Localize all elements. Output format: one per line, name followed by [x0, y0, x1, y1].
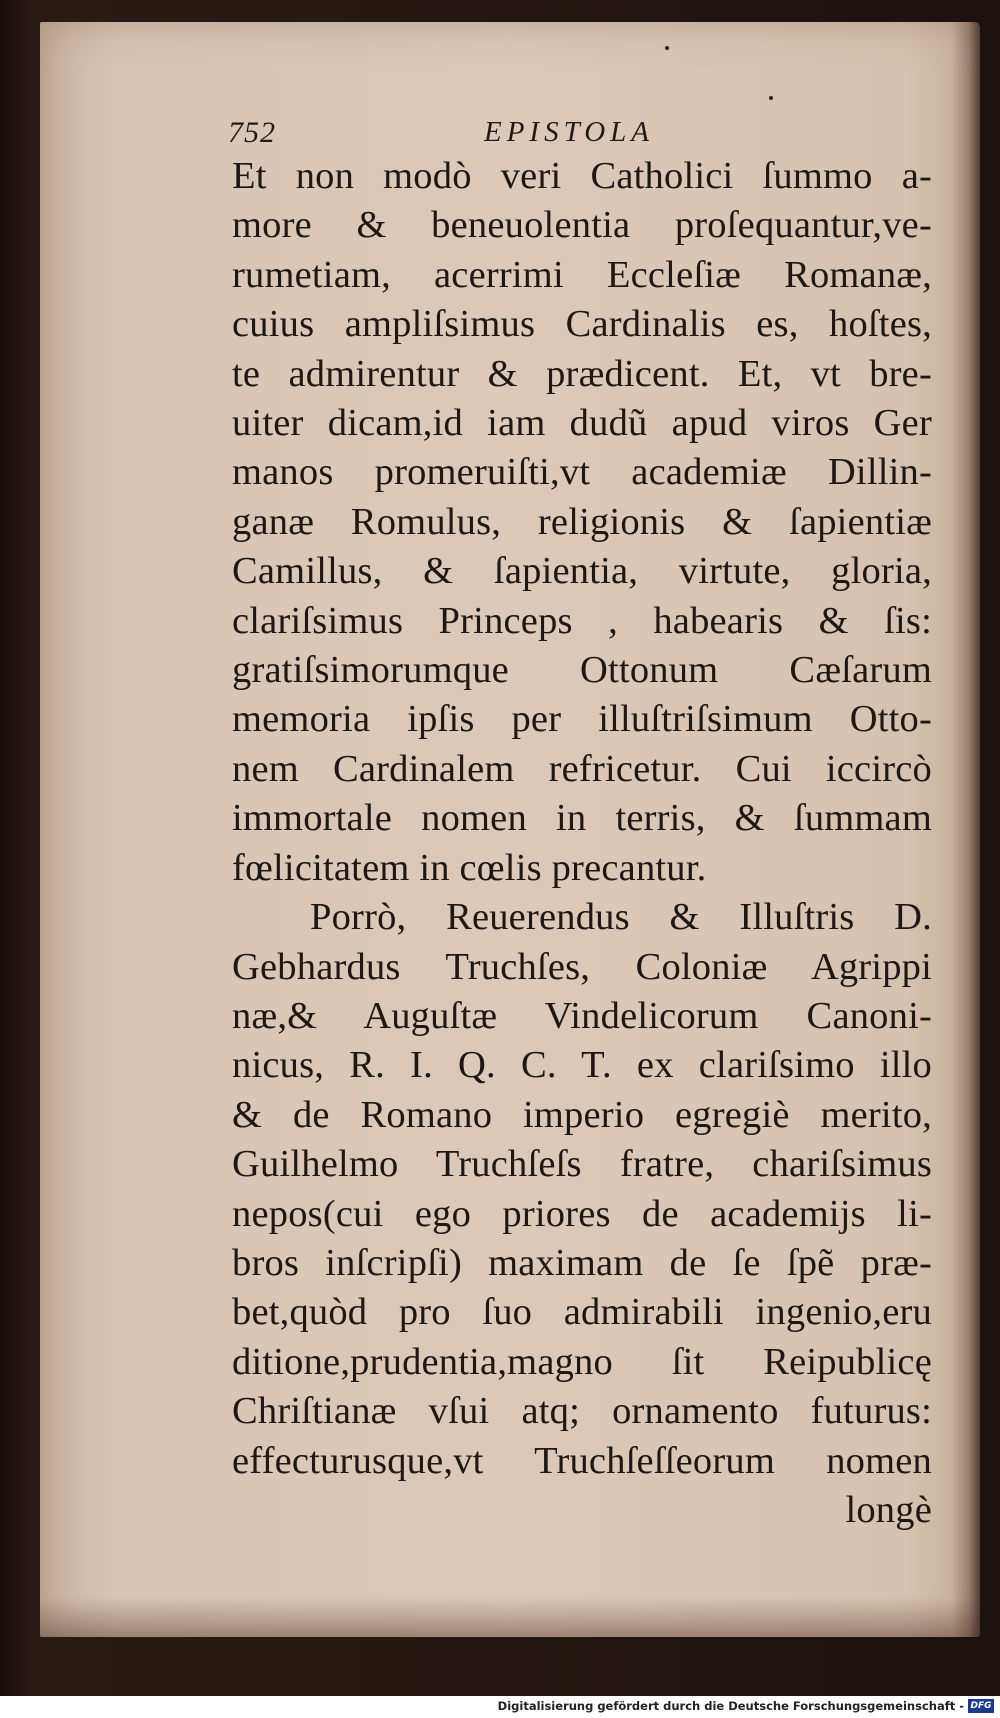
catchword: longè: [845, 1488, 932, 1531]
page-bottom-shadow: [40, 1597, 980, 1637]
page-edge-shadow: [952, 22, 980, 1637]
dfg-logo: DFG: [968, 1699, 994, 1713]
ink-speck: [769, 96, 773, 100]
text-line: more & beneuolentia proſequantur,ve-: [232, 204, 932, 247]
text-line: uiter dicam,id iam dudũ apud viros Ger: [232, 402, 932, 445]
text-line: clariſsimus Princeps , habearis & ſis:: [232, 599, 932, 642]
text-line: gratiſsimorumque Ottonum Cæſarum: [232, 649, 932, 692]
funding-credit: Digitalisierung gefördert durch die Deutsche Forschungsgemeinschaft -: [497, 1699, 964, 1713]
body-text: [232, 152, 932, 1535]
text-line: Camillus, & ſapientia, virtute, gloria,: [232, 550, 932, 593]
text-line: & de Romano imperio egregiè merito,: [232, 1093, 932, 1136]
ink-speck: [665, 46, 669, 50]
text-line: ditione,prudentia,magno ſit Reipublicę: [232, 1340, 932, 1383]
text-line: ganæ Romulus, religionis & ſapientiæ: [232, 500, 932, 543]
text-line: nepos(cui ego priores de academijs li-: [232, 1192, 932, 1235]
digitization-footer: [0, 1696, 1000, 1718]
running-head: EPISTOLA: [484, 116, 654, 148]
text-line: Gebhardus Truchſes, Coloniæ Agrippi: [232, 945, 932, 988]
text-line: cuius ampliſsimus Cardinalis es, hoſtes,: [232, 303, 932, 346]
page-header: [228, 116, 918, 156]
text-line: nicus, R. I. Q. C. T. ex clariſsimo illo: [232, 1044, 932, 1087]
text-line: bet,quòd pro ſuo admirabili ingenio,eru: [232, 1291, 932, 1334]
text-line: nem Cardinalem refricetur. Cui iccircò: [232, 747, 932, 790]
paragraph-start-line: Porrò, Reuerendus & Illuſtris D.: [310, 896, 932, 939]
page-number: 752: [228, 116, 276, 149]
text-line: Chriſtianæ vſui atq; ornamento futurus:: [232, 1390, 932, 1433]
text-line: fœlicitatem in cœlis precantur.: [232, 846, 707, 889]
text-line: immortale nomen in terris, & ſummam: [232, 797, 932, 840]
text-line: Et non modò veri Catholici ſummo a-: [232, 155, 932, 197]
text-line: bros inſcripſi) maximam de ſe ſpẽ præ-: [232, 1241, 932, 1284]
text-line: Guilhelmo Truchſeſs fratre, chariſsimus: [232, 1143, 932, 1186]
text-line: manos promeruiſti,vt academiæ Dillin-: [232, 451, 932, 494]
text-line: næ,& Auguſtæ Vindelicorum Canoni-: [232, 994, 932, 1037]
text-line: rumetiam, acerrimi Eccleſiæ Romanæ,: [232, 253, 932, 296]
text-line: effecturusque,vt Truchſeſſeorum nomen: [232, 1439, 932, 1482]
text-line: memoria ipſis per illuſtriſsimum Otto-: [232, 698, 932, 741]
text-line: te admirentur & prædicent. Et, vt bre-: [232, 352, 932, 395]
